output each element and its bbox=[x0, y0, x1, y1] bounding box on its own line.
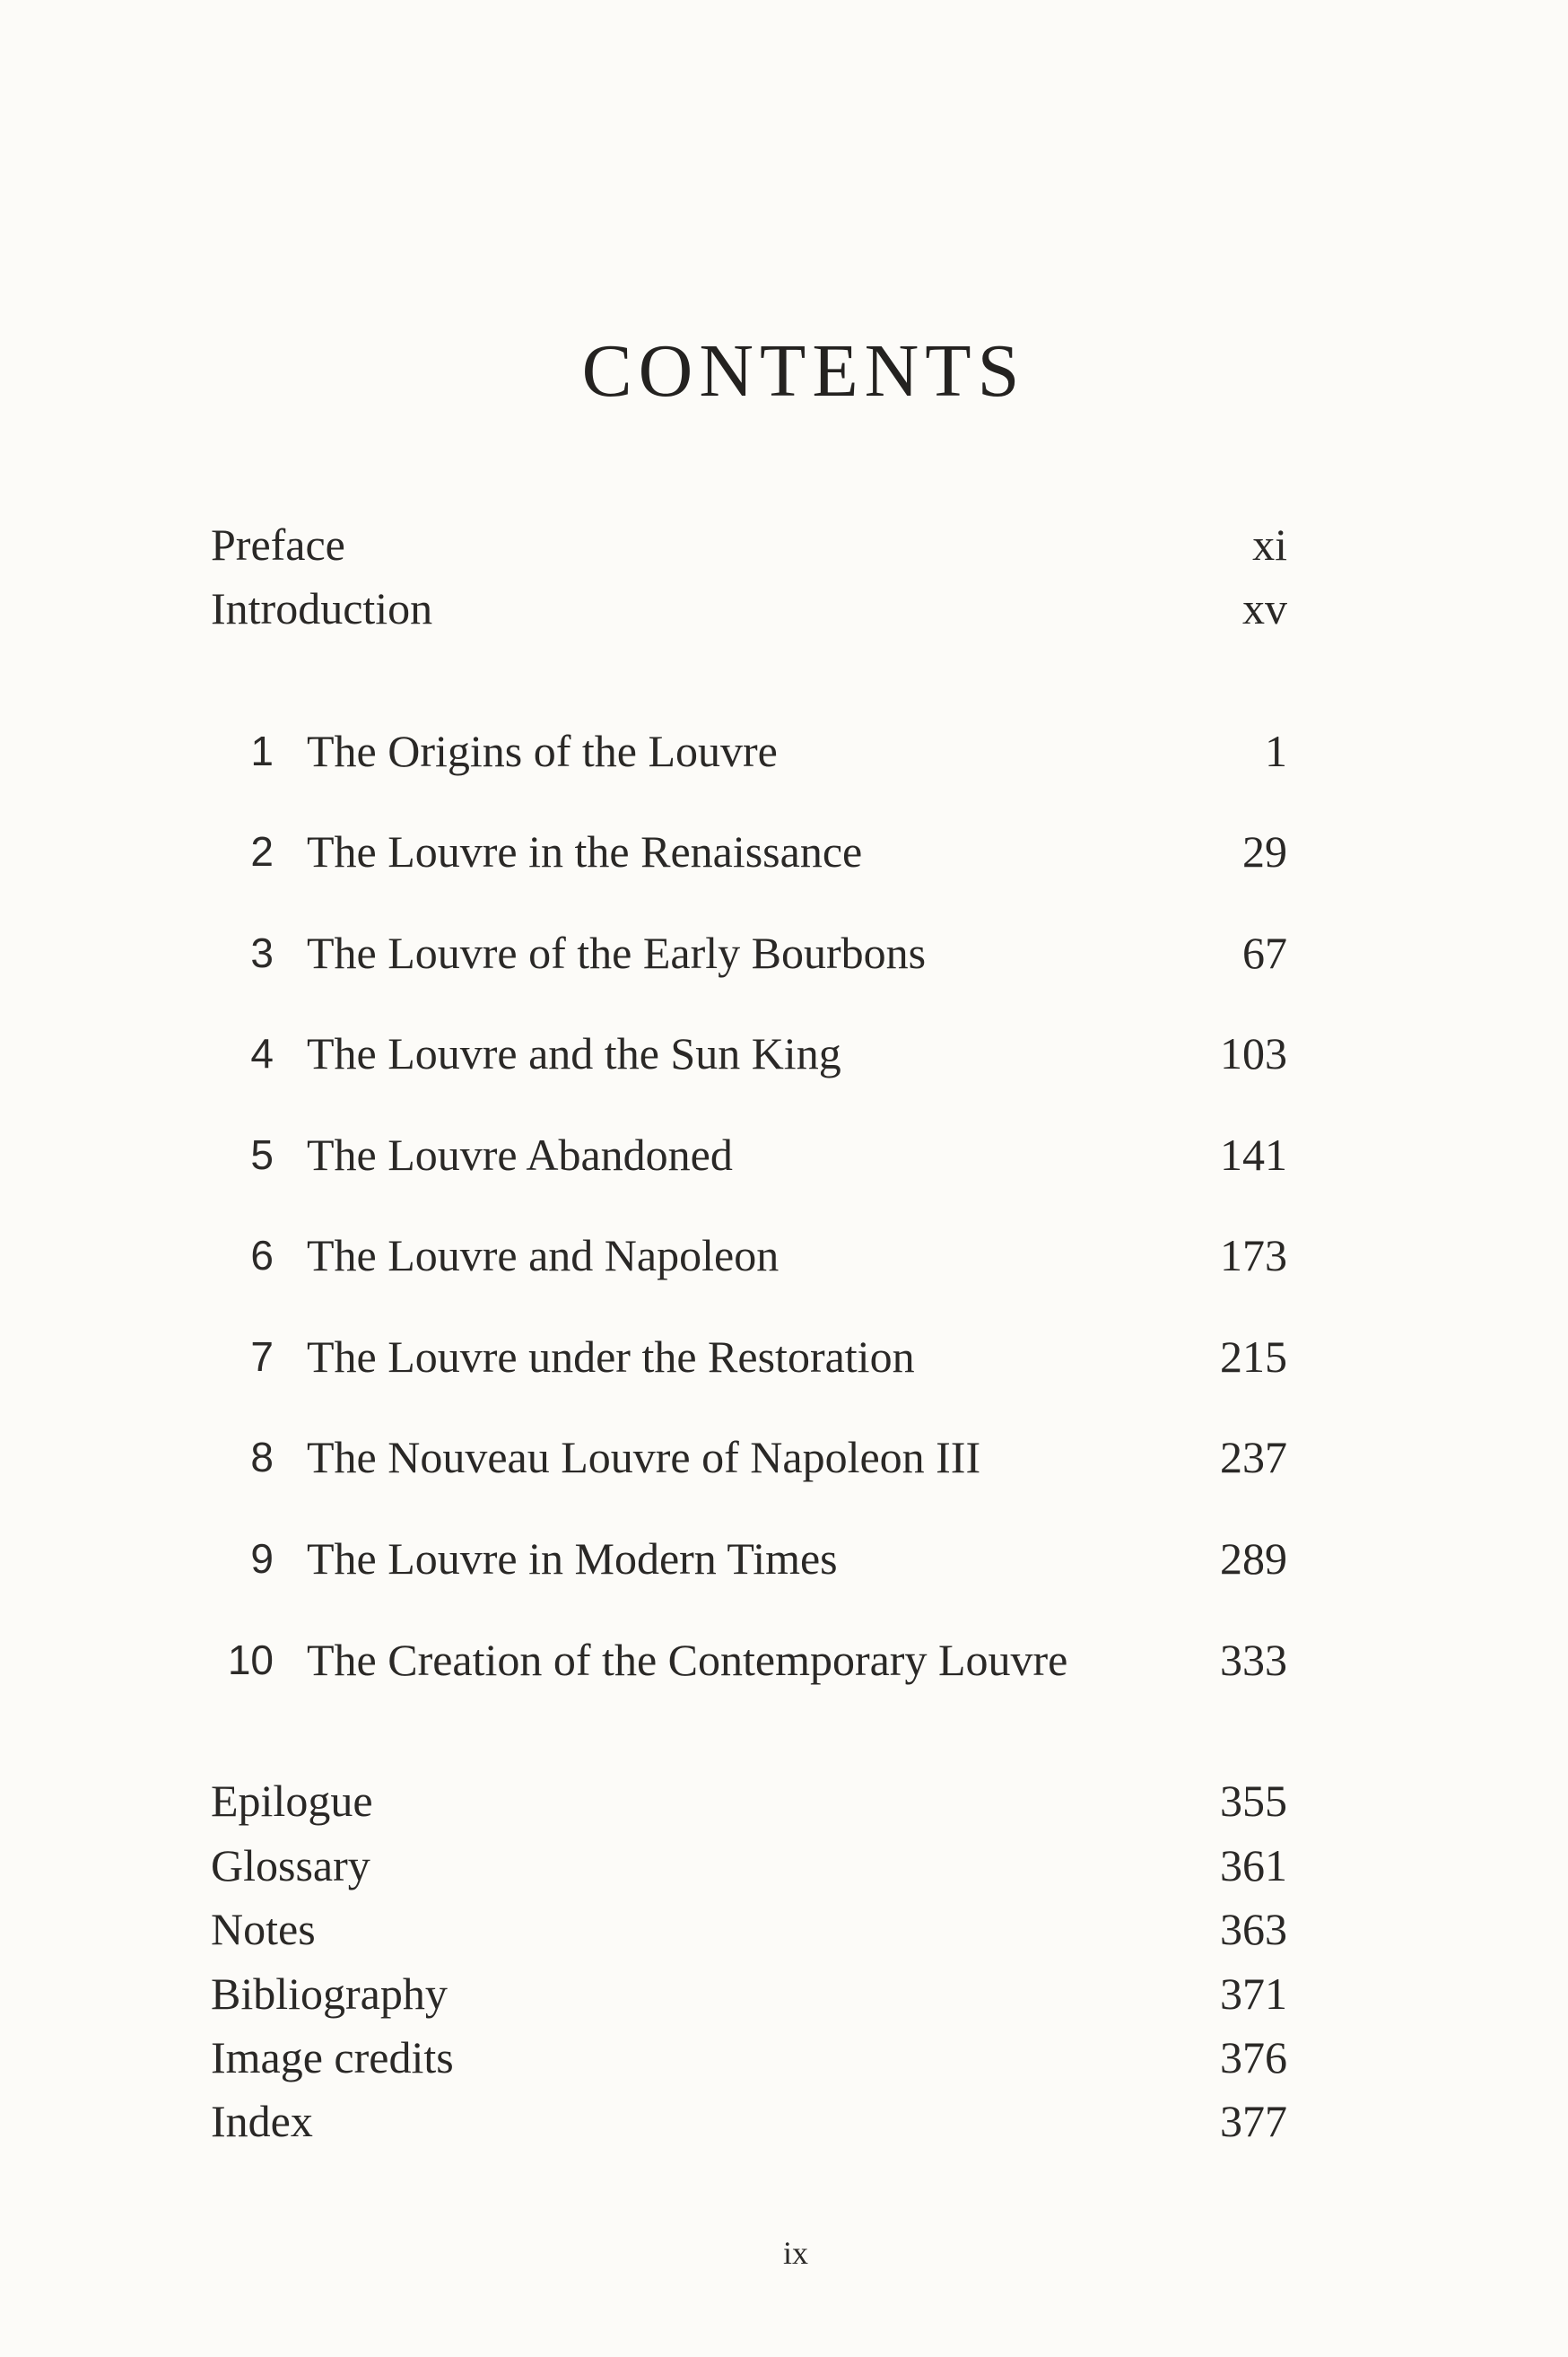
chapter-number: 2 bbox=[250, 828, 274, 875]
chapter-title: The Nouveau Louvre of Napoleon III bbox=[307, 1432, 981, 1482]
chapter-number: 7 bbox=[250, 1333, 274, 1380]
entry-label: Image credits bbox=[211, 2032, 454, 2082]
entry-label: Glossary bbox=[211, 1840, 370, 1890]
chapter-number: 5 bbox=[250, 1131, 274, 1178]
chapter-number: 1 bbox=[250, 728, 274, 774]
chapter-number: 4 bbox=[250, 1030, 274, 1077]
page-folio: ix bbox=[782, 2235, 808, 2271]
entry-label: Introduction bbox=[211, 583, 433, 633]
chapter-title: The Louvre under the Restoration bbox=[307, 1331, 915, 1382]
chapter-title: The Louvre of the Early Bourbons bbox=[307, 928, 927, 978]
chapter-page-number: 289 bbox=[1220, 1533, 1287, 1584]
chapter-number: 6 bbox=[250, 1232, 274, 1279]
entry-label: Notes bbox=[211, 1904, 316, 1954]
chapter-page-number: 29 bbox=[1242, 826, 1287, 877]
chapter-title: The Louvre in the Renaissance bbox=[307, 826, 863, 877]
entry-label: Bibliography bbox=[211, 1969, 448, 2019]
entry-page-number: 355 bbox=[1220, 1776, 1287, 1826]
entry-page-number: 361 bbox=[1220, 1840, 1287, 1890]
entry-label: Preface bbox=[211, 519, 345, 570]
entry-label: Index bbox=[211, 2096, 313, 2146]
entry-page-number: 377 bbox=[1220, 2096, 1287, 2146]
chapter-page-number: 141 bbox=[1220, 1130, 1287, 1180]
chapter-title: The Origins of the Louvre bbox=[307, 726, 778, 776]
chapter-page-number: 237 bbox=[1220, 1432, 1287, 1482]
chapter-page-number: 173 bbox=[1220, 1230, 1287, 1280]
entry-page-number: 363 bbox=[1220, 1904, 1287, 1954]
entry-page-number: 371 bbox=[1220, 1969, 1287, 2019]
chapter-number: 3 bbox=[250, 930, 274, 976]
page-title: CONTENTS bbox=[581, 329, 1026, 413]
entry-page-number: xi bbox=[1252, 519, 1287, 570]
chapter-title: The Creation of the Contemporary Louvre bbox=[307, 1635, 1068, 1685]
chapter-title: The Louvre and Napoleon bbox=[307, 1230, 780, 1280]
chapter-title: The Louvre in Modern Times bbox=[307, 1533, 838, 1584]
entry-page-number: 376 bbox=[1220, 2032, 1287, 2082]
chapter-page-number: 67 bbox=[1242, 928, 1287, 978]
entry-label: Epilogue bbox=[211, 1776, 373, 1826]
chapter-title: The Louvre and the Sun King bbox=[307, 1028, 841, 1078]
chapter-number: 8 bbox=[250, 1434, 274, 1480]
chapter-page-number: 103 bbox=[1220, 1028, 1287, 1078]
chapter-page-number: 1 bbox=[1265, 726, 1287, 776]
chapter-number: 9 bbox=[250, 1535, 274, 1582]
chapter-page-number: 333 bbox=[1220, 1635, 1287, 1685]
chapter-number: 10 bbox=[227, 1637, 274, 1683]
chapter-title: The Louvre Abandoned bbox=[307, 1130, 733, 1180]
chapter-page-number: 215 bbox=[1220, 1331, 1287, 1382]
entry-page-number: xv bbox=[1242, 583, 1287, 633]
